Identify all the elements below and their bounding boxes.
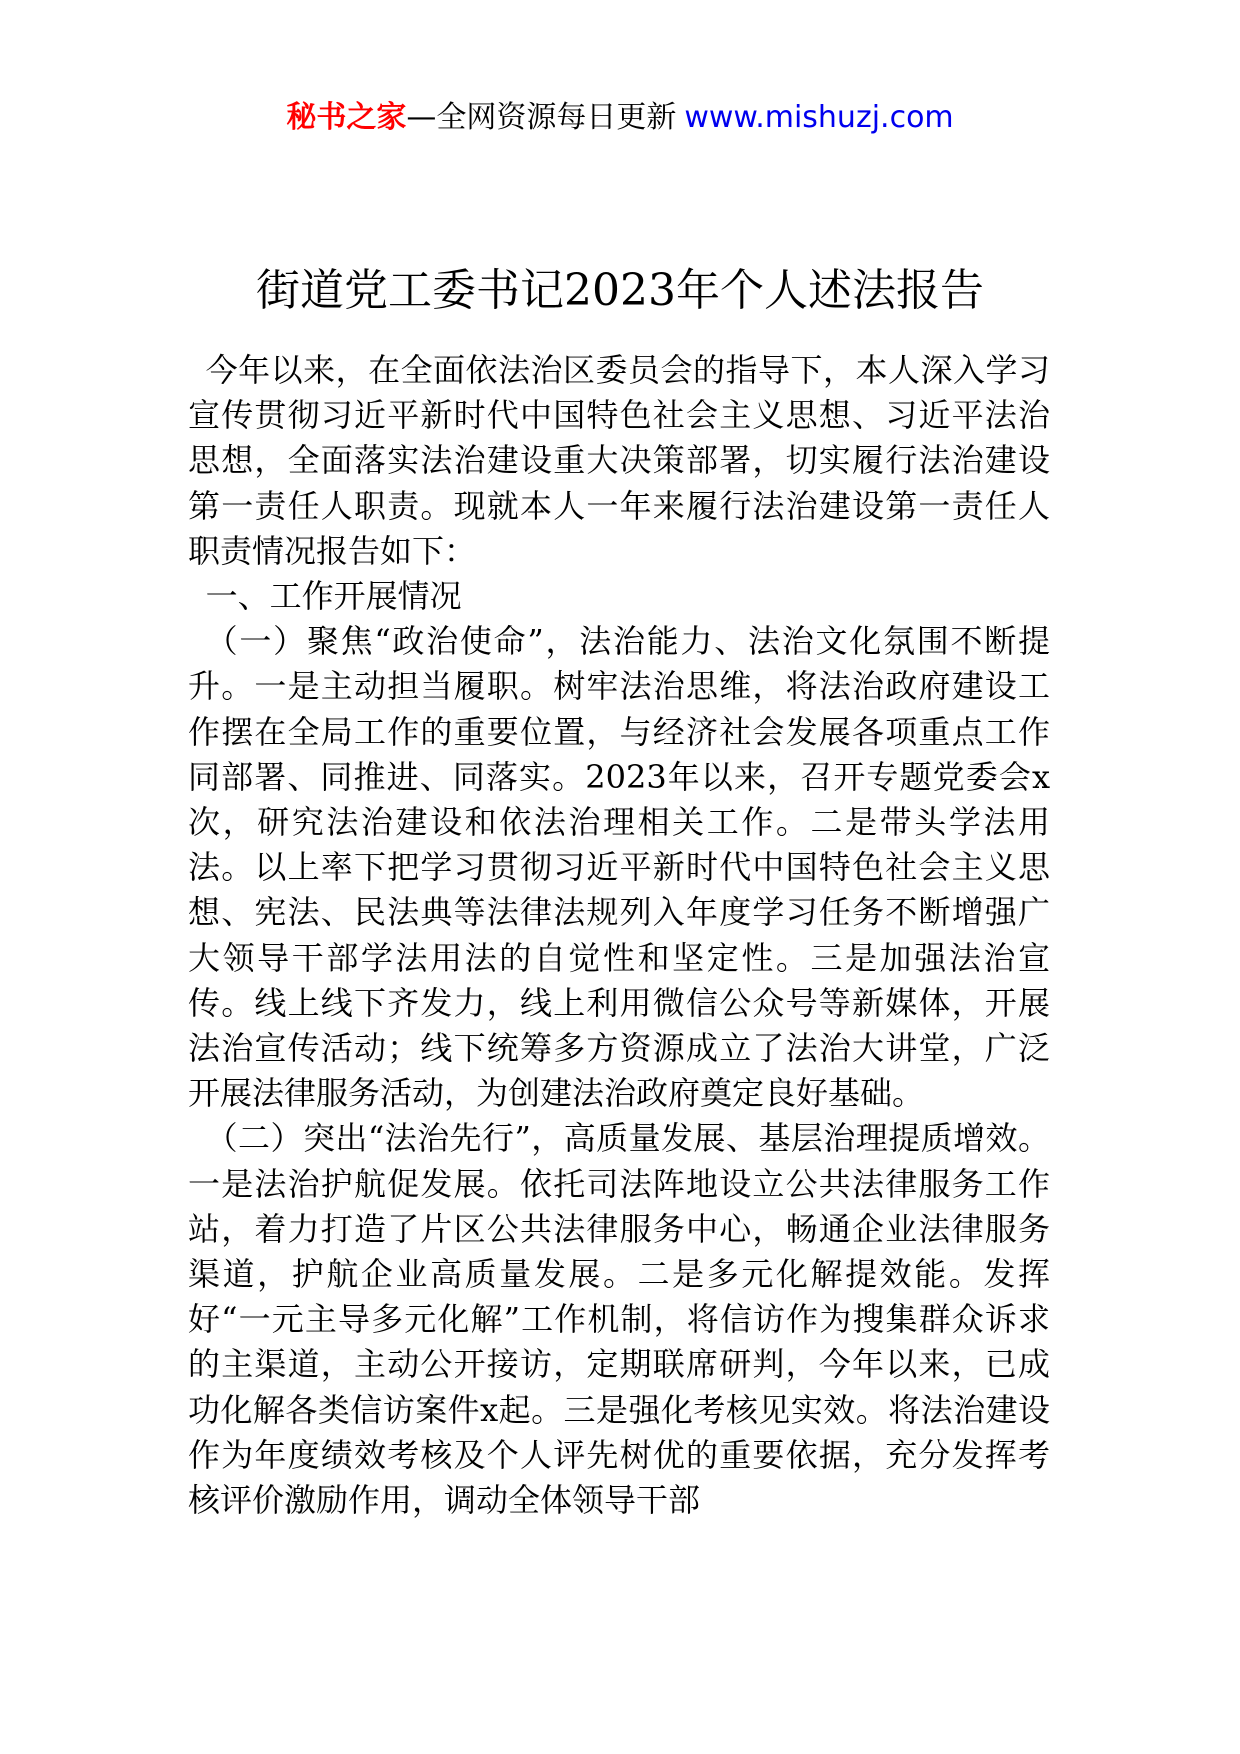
site-header xyxy=(0,96,1240,140)
site-url-link[interactable]: www.mishuzj.com xyxy=(684,100,954,135)
document-body xyxy=(188,348,1050,1523)
intro-paragraph: 今年以来，在全面依法治区委员会的指导下，本人深入学习宣传贯彻习近平新时代中国特色社会主义思想、习近平法治思想，全面落实法治建设重大决策部署，切实履行法治建设第一责任人职责。现就本人一年来履行法治建设第一责任人职责情况报告如下： xyxy=(188,351,1050,570)
document-title: 街道党工委书记2023年个人述法报告 xyxy=(256,265,984,317)
header-tagline: —全网资源每日更新 xyxy=(406,100,677,135)
body-paragraph: （二）突出“法治先行”，高质量发展、基层治理提质增效。一是法治护航促发展。依托司法阵地设立公共法律服务工作站，着力打造了片区公共法律服务中心，畅通企业法律服务渠道，护航企业高质量发展。二是多元化解提效能。发挥好“一元主导多元化解”工作机制，将信访作为搜集群众诉求的主渠道，主动公开接访，定期联席研判，今年以来，已成功化解各类信访案件x起。三是强化考核见实效。将法治建设作为年度绩效考核及个人评先树优的重要依据，充分发挥考核评价激励作用，调动全体领导干部 xyxy=(188,1119,1050,1520)
brand-name: 秘书之家 xyxy=(286,100,407,135)
section-heading: 一、工作开展情况 xyxy=(205,577,462,616)
body-paragraph: （一）聚焦“政治使命”，法治能力、法治文化氛围不断提升。一是主动担当履职。树牢法治思维，将法治政府建设工作摆在全局工作的重要位置，与经济社会发展各项重点工作同部署、同推进、同落实。2023年以来，召开专题党委会x次，研究法治建设和依法治理相关工作。二是带头学法用法。以上率下把学习贯彻习近平新时代中国特色社会主义思想、宪法、民法典等法律法规列入年度学习任务不断增强广大领导干部学法用法的自觉性和坚定性。三是加强法治宣传。线上线下齐发力，线上利用微信公众号等新媒体，开展法治宣传活动；线下统筹多方资源成立了法治大讲堂，广泛开展法律服务活动，为创建法治政府奠定良好基础。 xyxy=(188,622,1050,1113)
